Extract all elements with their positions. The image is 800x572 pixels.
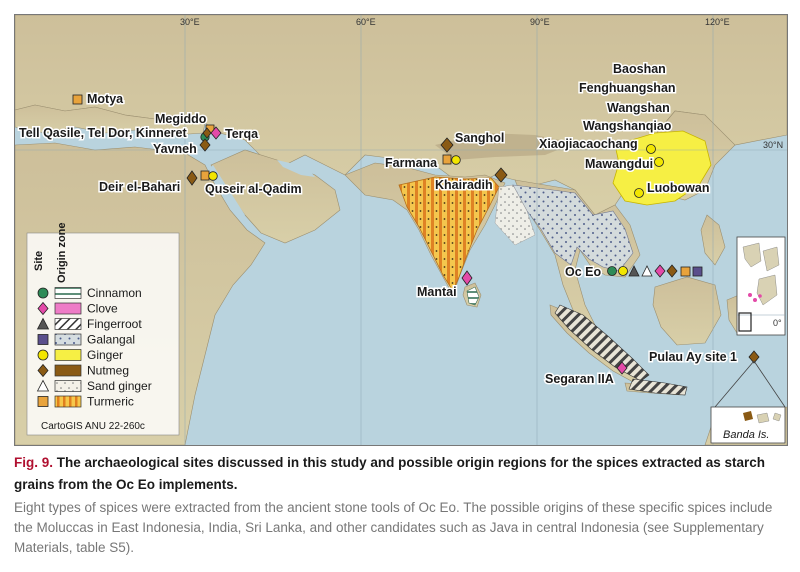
lon-label-30: 30°E: [180, 17, 200, 27]
marker-oceo-cinnamon: [608, 267, 617, 276]
legend-zone-header-text: Origin zone: [56, 222, 68, 283]
marker-oceo-ginger: [619, 267, 628, 276]
inset-moluccas: [737, 237, 785, 335]
label-mawangdui: Mawangdui: [585, 157, 654, 171]
lon-label-120: 120°E: [705, 17, 730, 27]
legend-label-ginger: Ginger: [87, 348, 124, 362]
legend-zone-swatch-cinnamon: [55, 288, 81, 299]
label-khairadih: Khairadih: [435, 178, 493, 192]
label-mantai: Mantai: [417, 285, 457, 299]
lon-label-90: 90°E: [530, 17, 550, 27]
legend-label-clove: Clove: [87, 301, 118, 316]
legend-label-cinnamon: Cinnamon: [87, 286, 142, 300]
lon-label-60: 60°E: [356, 17, 376, 27]
label-deir-el-bahari: Deir el-Bahari: [99, 180, 181, 194]
label-tell-qasile: Tell Qasile, Tel Dor, Kinneret: [19, 126, 187, 140]
caption-title-line: [14, 452, 786, 496]
caption-body: Eight types of spices were extracted from the ancient stone tools of Oc Eo. The possible origins of these specific spices include the Moluccas in East Indonesia, India, Sri Lanka, and other candidates such as Java in central Indonesia (see Supplementary Materials, table S5).: [14, 500, 773, 555]
legend-label-fingerroot: Fingerroot: [87, 317, 142, 331]
legend-zone-swatch-ginger: [55, 350, 81, 361]
label-sanghol: Sanghol: [455, 131, 505, 145]
label-baoshan: Baoshan: [613, 62, 666, 76]
label-wangshanqiao: Wangshanqiao: [583, 119, 672, 133]
legend-symbol-cinnamon: [38, 288, 48, 298]
marker-farmana-ginger: [452, 156, 461, 165]
figure-number: Fig. 9.: [14, 455, 54, 470]
label-megiddo: Megiddo: [155, 112, 207, 126]
legend-symbol-turmeric: [38, 397, 48, 407]
label-wangshan: Wangshan: [607, 101, 670, 115]
legend-label-turmeric: Turmeric: [87, 394, 134, 409]
marker-mawangdui-ginger: [655, 158, 664, 167]
label-quseir: Quseir al-Qadim: [205, 182, 302, 196]
label-luobowan: Luobowan: [647, 181, 710, 195]
legend-zone-swatch-galangal: [55, 334, 81, 345]
marker-oceo-galangal: [693, 267, 702, 276]
label-yavneh: Yavneh: [153, 142, 197, 156]
label-motya: Motya: [87, 92, 124, 106]
legend-site-header: Site: [33, 250, 45, 271]
legend-symbol-ginger: [38, 350, 48, 360]
label-pulau-ay: Pulau Ay site 1: [649, 350, 737, 364]
legend-zone-swatch-clove: [55, 303, 81, 314]
legend-label-galangal: Galangal: [87, 332, 136, 347]
label-xiaojiacaochang: Xiaojiacaochang: [539, 137, 638, 151]
marker-motya-turmeric: [73, 95, 82, 104]
legend-zone-swatch-turmeric: [55, 396, 81, 407]
legend-zone-header: [56, 223, 68, 284]
marker-luobowan-ginger: [635, 189, 644, 198]
legend-symbol-galangal: [38, 335, 48, 345]
label-segaran: Segaran IIA: [545, 372, 614, 386]
marker-quseir-ginger: [209, 172, 218, 181]
legend-zone-swatch-fingerroot: [55, 319, 81, 330]
marker-quseir-turmeric: [201, 171, 209, 180]
legend-zone-swatch-nutmeg: [55, 365, 81, 376]
label-fenghuangshan: Fenghuangshan: [579, 81, 676, 95]
caption-title: The archaeological sites discussed in this study and possible origin regions for the spices extracted as starch grains from the Oc Eo implements.: [14, 455, 765, 492]
marker-oceo-turmeric: [681, 267, 690, 276]
marker-xiaojiacaochang-ginger: [647, 145, 656, 154]
legend-label-nutmeg: Nutmeg: [87, 363, 130, 378]
map-figure: [14, 14, 788, 446]
legend-label-sand-ginger: Sand ginger: [87, 379, 152, 393]
figure-caption: [14, 452, 786, 558]
lat-label-30: 30°N: [763, 140, 784, 150]
legend: [27, 223, 179, 436]
legend-zone-swatch-sand-ginger: [55, 381, 81, 392]
equator-label: 0°: [773, 318, 782, 328]
legend-credit: CartoGIS ANU 22-260c: [41, 421, 145, 432]
banda-label: Banda Is.: [723, 429, 770, 441]
marker-farmana-turmeric: [443, 155, 451, 164]
label-terqa: Terqa: [225, 127, 259, 141]
label-oc-eo: Oc Eo: [565, 265, 602, 279]
label-farmana: Farmana: [385, 156, 438, 170]
